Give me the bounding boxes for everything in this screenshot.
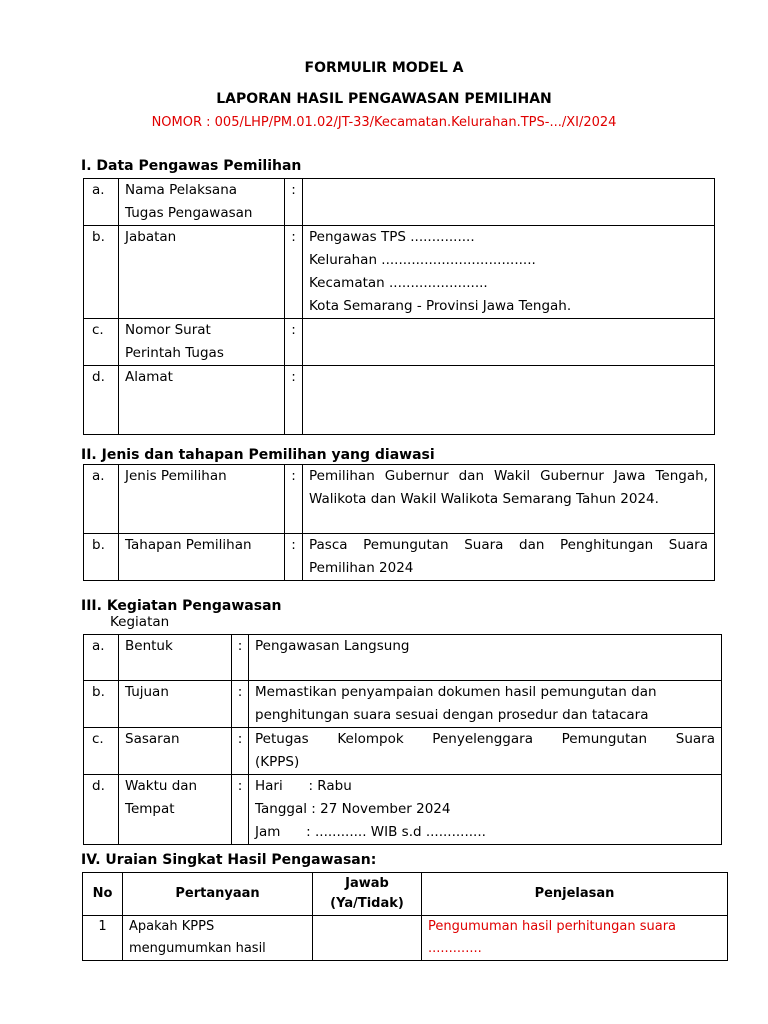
row-index: d. bbox=[84, 775, 119, 845]
row-colon: : bbox=[285, 319, 303, 366]
explanation-cell: Pengumuman hasil perhitungan suara ............. bbox=[422, 916, 728, 961]
row-colon: : bbox=[232, 681, 249, 728]
results-row-1 bbox=[83, 916, 728, 961]
jenis-pemilihan-value: Pemilihan Gubernur dan Wakil Gubernur Jawa Tengah, Walikota dan Wakil Walikota Semarang Tahun 2024. bbox=[303, 465, 715, 534]
report-title: LAPORAN HASIL PENGAWASAN PEMILIHAN bbox=[216, 91, 552, 107]
form-title: FORMULIR MODEL A bbox=[304, 60, 464, 76]
row-label: Nama Pelaksana Tugas Pengawasan bbox=[119, 179, 285, 226]
waktu-tempat-value: Hari : Rabu Tanggal : 27 November 2024 Jam : ............ WIB s.d .............. bbox=[249, 775, 722, 845]
section-3-table bbox=[83, 634, 722, 845]
question-cell: Apakah KPPS mengumumkan hasil bbox=[123, 916, 313, 961]
row-label: Nomor Surat Perintah Tugas bbox=[119, 319, 285, 366]
section-1-row-d bbox=[84, 366, 715, 435]
tahapan-pemilihan-value: Pasca Pemungutan Suara dan Penghitungan Suara Pemilihan 2024 bbox=[303, 534, 715, 581]
row-index: b. bbox=[84, 226, 119, 319]
row-colon: : bbox=[232, 635, 249, 681]
row-label: Tahapan Pemilihan bbox=[119, 534, 285, 581]
section-1-row-b bbox=[84, 226, 715, 319]
row-colon: : bbox=[285, 366, 303, 435]
document-number: NOMOR : 005/LHP/PM.01.02/JT-33/Kecamatan.Kelurahan.TPS-.../XI/2024 bbox=[151, 115, 617, 130]
row-index: d. bbox=[84, 366, 119, 435]
section-2-row-b bbox=[84, 534, 715, 581]
section-2-table bbox=[83, 464, 715, 581]
section-4-title: IV. Uraian Singkat Hasil Pengawasan: bbox=[81, 852, 377, 868]
row-label: Jabatan bbox=[119, 226, 285, 319]
section-1-row-a bbox=[84, 179, 715, 226]
tujuan-value: Memastikan penyampaian dokumen hasil pemungutan dan penghitungan suara sesuai dengan prosedur dan tatacara bbox=[249, 681, 722, 728]
row-number: 1 bbox=[83, 916, 123, 961]
row-index: a. bbox=[84, 635, 119, 681]
row-colon: : bbox=[285, 534, 303, 581]
bentuk-value: Pengawasan Langsung bbox=[249, 635, 722, 681]
row-colon: : bbox=[285, 226, 303, 319]
jabatan-value: Pengawas TPS ............... Kelurahan .................................... Kecamatan ....................... Kota Semarang - Provinsi Jawa Tengah. bbox=[303, 226, 715, 319]
row-label: Waktu dan Tempat bbox=[119, 775, 232, 845]
section-3-row-c bbox=[84, 728, 722, 775]
row-label: Bentuk bbox=[119, 635, 232, 681]
section-1-title: I. Data Pengawas Pemilihan bbox=[81, 158, 302, 174]
row-index: b. bbox=[84, 534, 119, 581]
section-3-row-b bbox=[84, 681, 722, 728]
row-colon: : bbox=[285, 465, 303, 534]
row-label: Alamat bbox=[119, 366, 285, 435]
header-question: Pertanyaan bbox=[123, 873, 313, 916]
results-header-row bbox=[83, 873, 728, 916]
row-index: b. bbox=[84, 681, 119, 728]
results-table bbox=[82, 872, 728, 961]
row-label: Sasaran bbox=[119, 728, 232, 775]
row-label: Jenis Pemilihan bbox=[119, 465, 285, 534]
section-3-subtitle: Kegiatan bbox=[110, 614, 170, 630]
row-index: a. bbox=[84, 465, 119, 534]
sasaran-value: Petugas Kelompok Penyelenggara Pemungutan Suara (KPPS) bbox=[249, 728, 722, 775]
header-no: No bbox=[83, 873, 123, 916]
row-index: c. bbox=[84, 319, 119, 366]
section-1-row-c bbox=[84, 319, 715, 366]
answer-cell[interactable] bbox=[313, 916, 422, 961]
alamat-value bbox=[303, 366, 715, 435]
section-3-title: III. Kegiatan Pengawasan bbox=[81, 598, 282, 614]
section-3-row-d bbox=[84, 775, 722, 845]
row-index: a. bbox=[84, 179, 119, 226]
row-label: Tujuan bbox=[119, 681, 232, 728]
row-colon: : bbox=[285, 179, 303, 226]
section-1-table bbox=[83, 178, 715, 435]
row-index: c. bbox=[84, 728, 119, 775]
nomor-surat-value bbox=[303, 319, 715, 366]
section-2-row-a bbox=[84, 465, 715, 534]
section-2-title: II. Jenis dan tahapan Pemilihan yang diawasi bbox=[81, 447, 435, 463]
header-explanation: Penjelasan bbox=[422, 873, 728, 916]
row-colon: : bbox=[232, 728, 249, 775]
section-3-row-a bbox=[84, 635, 722, 681]
nama-pelaksana-value bbox=[303, 179, 715, 226]
row-colon: : bbox=[232, 775, 249, 845]
header-answer: Jawab (Ya/Tidak) bbox=[313, 873, 422, 916]
